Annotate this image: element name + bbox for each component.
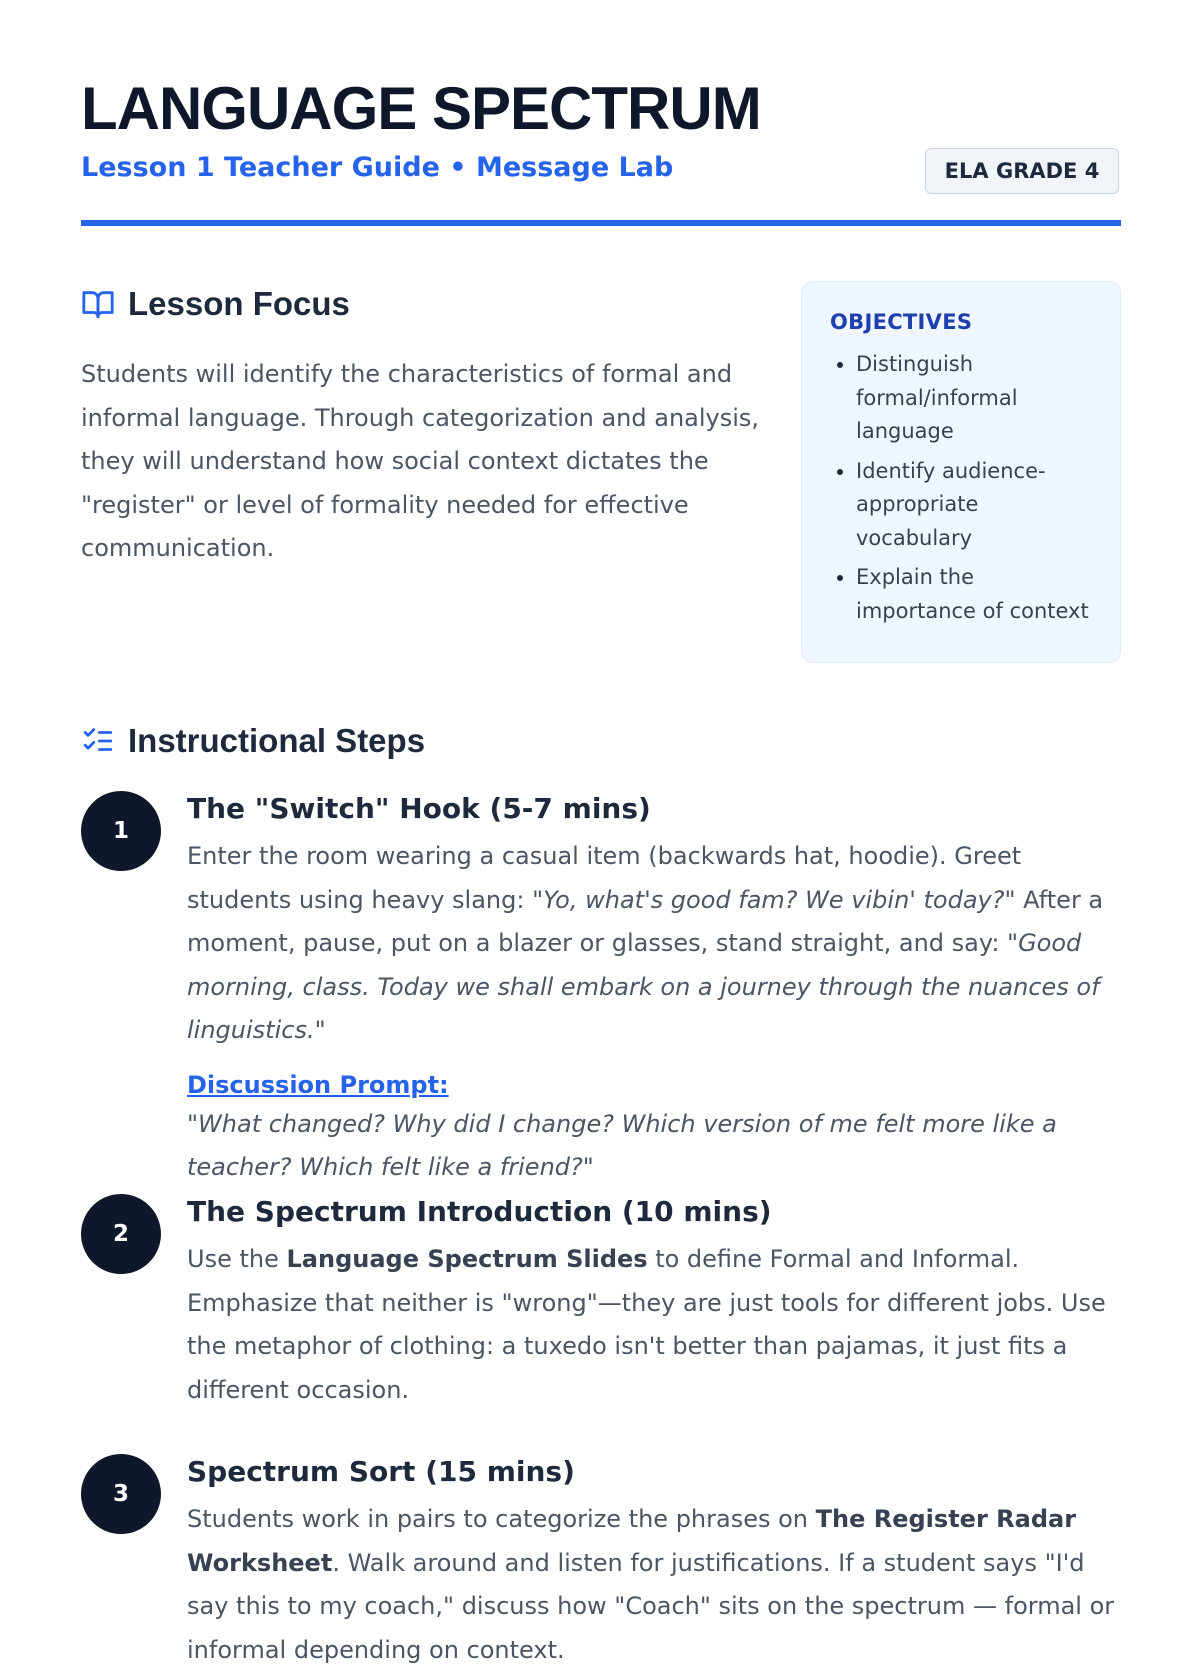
step-number: 3: [81, 1454, 161, 1534]
step-number: 1: [81, 791, 161, 871]
page-subtitle: Lesson 1 Teacher Guide • Message Lab: [81, 152, 674, 183]
step-text: to define Formal and Informal. Emphasize that neither is "wrong"—they are just tools for different jobs. Use the metaphor of clothing: a tuxedo isn't better than pajamas, it just fits a different occasion.: [187, 1245, 1106, 1404]
step-title: The Spectrum Introduction (10 mins): [187, 1195, 772, 1228]
step-number: 2: [81, 1194, 161, 1274]
instructional-steps-title: Instructional Steps: [128, 722, 426, 759]
resource-name: The Register Radar Worksheet: [187, 1505, 1077, 1577]
objectives-card: [801, 281, 1121, 663]
instructional-steps-heading: [81, 722, 425, 760]
checklist-icon: [81, 724, 115, 758]
step-text: After a moment, pause, put on a blazer or glasses, stand straight, and say:: [187, 885, 1104, 957]
formal-quote: "Good morning, class. Today we shall embark on a journey through the nuances of linguistics.": [187, 929, 1100, 1044]
objectives-title: OBJECTIVES: [830, 310, 973, 334]
discussion-prompt-text: "What changed? Why did I change? Which version of me felt more like a teacher? Which felt like a friend?": [187, 1109, 1057, 1181]
header-divider: [81, 220, 1121, 226]
step-body: [187, 1454, 1123, 1672]
step-text: . Walk around and listen for justifications. If a student says "I'd say this to my coach," discuss how "Coach" sits on the spectrum — formal or informal depending on context.: [187, 1548, 1115, 1664]
step-title: Spectrum Sort (15 mins): [187, 1455, 575, 1488]
objective-item: • Distinguish formal/informal language: [856, 348, 1096, 449]
step-description: [187, 1238, 1123, 1412]
discussion-prompt-label: Discussion Prompt:: [187, 1070, 449, 1099]
lesson-focus-title: Lesson Focus: [128, 285, 350, 322]
slang-quote: "Yo, what's good fam? We vibin' today?": [532, 885, 1016, 914]
resource-name: Language Spectrum Slides: [286, 1245, 648, 1273]
step-text: Students work in pairs to categorize the phrases on: [187, 1505, 809, 1533]
grade-badge: ELA GRADE 4: [925, 148, 1119, 194]
objectives-list: [830, 348, 1096, 628]
step-body: [187, 791, 1123, 1190]
step-text: Enter the room wearing a casual item (backwards hat, hoodie). Greet students using heavy slang:: [187, 842, 1022, 914]
lesson-focus-heading: [81, 285, 350, 323]
step-title: The "Switch" Hook (5-7 mins): [187, 792, 651, 825]
step-description: [187, 835, 1123, 1053]
page-title: LANGUAGE SPECTRUM: [81, 75, 761, 142]
objective-item: • Identify audience-appropriate vocabulary: [856, 455, 1096, 556]
step-text: Use the: [187, 1245, 279, 1273]
book-open-icon: [81, 287, 115, 321]
step-body: [187, 1194, 1123, 1412]
objective-item: • Explain the importance of context: [856, 561, 1096, 628]
lesson-focus-text: Students will identify the characteristics of formal and informal language. Through categorization and analysis, they will understand how social context dictates the "register" or level of formality needed for effective communication.: [81, 360, 760, 562]
step-description: [187, 1498, 1123, 1672]
